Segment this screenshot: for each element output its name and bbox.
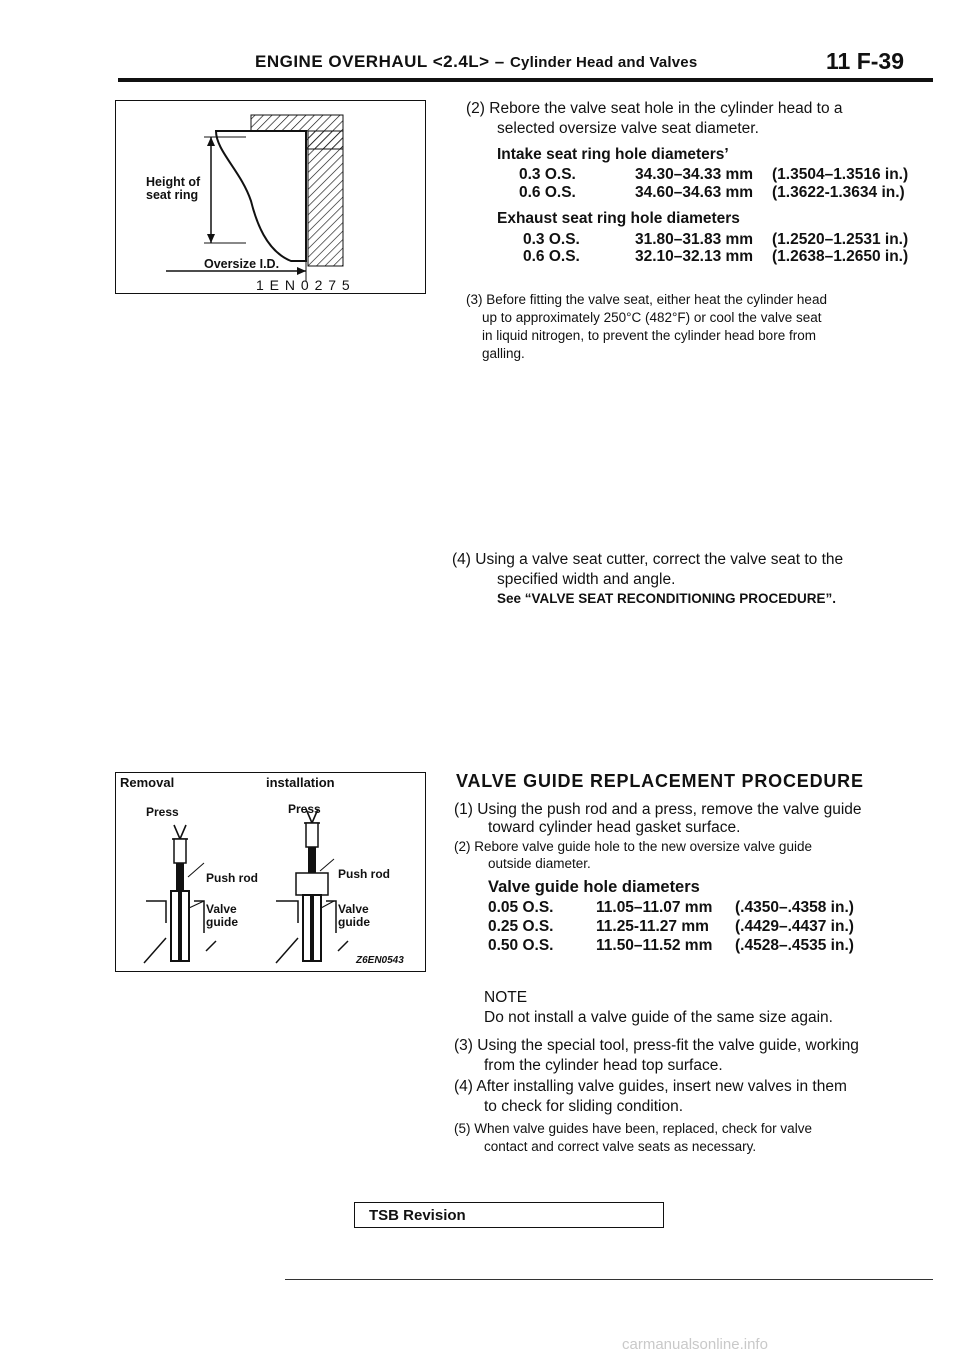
removal-pushrod-label: Push rod: [206, 871, 259, 885]
section-step3-line2: from the cylinder head top surface.: [484, 1057, 723, 1074]
exhaust-mm-2: 32.10–32.13 mm: [635, 248, 754, 265]
step2-line2: selected oversize valve seat diameter.: [497, 120, 759, 137]
guide-inch-1: (.4350–.4358 in.): [735, 899, 854, 916]
removal-label: Removal: [120, 775, 175, 790]
guide-inch-3: (.4528–.4535 in.): [735, 937, 854, 954]
intake-inch-2: (1.3622-1.3634 in.): [772, 184, 905, 201]
step3-line2: up to approximately 250°C (482°F) or cool the valve seat: [482, 310, 822, 325]
section-step4-line2: to check for sliding condition.: [484, 1098, 684, 1115]
tsb-revision-box: TSB Revision: [354, 1202, 664, 1228]
section-step5-line2: contact and correct valve seats as necessary.: [484, 1139, 757, 1154]
valve-seat-figure: [115, 100, 426, 294]
exhaust-mm-1: 31.80–31.83 mm: [635, 231, 754, 248]
installation-press-drawing: [276, 809, 348, 963]
intake-size-1: 0.3 O.S.: [519, 166, 576, 183]
installation-pushrod-label: Push rod: [338, 867, 391, 881]
section-title: VALVE GUIDE REPLACEMENT PROCEDURE: [456, 771, 864, 791]
section-step1-line1: (1) Using the push rod and a press, remove the valve guide: [454, 801, 862, 818]
intake-heading: Intake seat ring hole diameters’: [497, 146, 729, 163]
note-label: NOTE: [484, 989, 528, 1006]
guide-size-2: 0.25 O.S.: [488, 918, 554, 935]
step3-line3: in liquid nitrogen, to prevent the cylinder head bore from: [482, 328, 816, 343]
page-header: [255, 52, 697, 72]
intake-mm-1: 34.30–34.33 mm: [635, 166, 754, 183]
footer-rule: [285, 1279, 933, 1280]
step2-line1: (2) Rebore the valve seat hole in the cylinder head to a: [466, 100, 843, 117]
figure-code: 1 E N 0 2 7 5: [256, 277, 351, 293]
intake-inch-1: (1.3504–1.3516 in.): [772, 166, 909, 183]
installation-valve-guide-label: Valve guide: [338, 902, 370, 929]
step4-line3: See “VALVE SEAT RECONDITIONING PROCEDURE”.: [497, 591, 837, 606]
note-text: Do not install a valve guide of the same size again.: [484, 1009, 833, 1026]
page-number: 11 F-39: [826, 48, 904, 74]
step3-line1: (3) Before fitting the valve seat, either heat the cylinder head: [466, 292, 827, 307]
exhaust-heading: Exhaust seat ring hole diameters: [497, 210, 740, 227]
guide-size-3: 0.50 O.S.: [488, 937, 554, 954]
step3-line4: galling.: [482, 346, 525, 361]
height-of-seat-ring-label: Height of seat ring: [146, 175, 201, 202]
installation-label: installation: [266, 775, 335, 790]
intake-mm-2: 34.60–34.63 mm: [635, 184, 754, 201]
section-step2-line1: (2) Rebore valve guide hole to the new oversize valve guide: [454, 839, 812, 854]
step4-line2: specified width and angle.: [497, 571, 676, 588]
exhaust-inch-2: (1.2638–1.2650 in.): [772, 248, 909, 265]
section-step2-line2: outside diameter.: [488, 856, 591, 871]
section-step1-line2: toward cylinder head gasket surface.: [488, 819, 741, 836]
section-step4-line1: (4) After installing valve guides, insert new valves in them: [454, 1078, 847, 1095]
guide-mm-2: 11.25-11.27 mm: [596, 918, 709, 935]
removal-press-drawing: [144, 825, 216, 963]
guide-mm-1: 11.05–11.07 mm: [596, 899, 713, 916]
guide-mm-3: 11.50–11.52 mm: [596, 937, 713, 954]
guide-size-1: 0.05 O.S.: [488, 899, 554, 916]
header-subtitle: Cylinder Head and Valves: [510, 54, 698, 71]
header-title: ENGINE OVERHAUL <2.4L> –: [255, 52, 505, 71]
header-rule: [118, 78, 933, 82]
intake-size-2: 0.6 O.S.: [519, 184, 576, 201]
oversize-id-label: Oversize I.D.: [204, 257, 280, 271]
section-step5-line1: (5) When valve guides have been, replaced, check for valve: [454, 1121, 812, 1136]
valve-guide-spec-heading: Valve guide hole diameters: [488, 878, 700, 896]
removal-press-label: Press: [146, 805, 179, 819]
watermark: carmanualsonline.info: [622, 1336, 768, 1353]
removal-valve-guide-label: Valve guide: [206, 902, 238, 929]
valve-guide-figure: [115, 772, 426, 972]
installation-press-label: Press: [288, 802, 321, 816]
step4-line1: (4) Using a valve seat cutter, correct the valve seat to the: [452, 551, 844, 568]
section-step3-line1: (3) Using the special tool, press-fit the valve guide, working: [454, 1037, 859, 1054]
guide-inch-2: (.4429–.4437 in.): [735, 918, 854, 935]
exhaust-size-1: 0.3 O.S.: [523, 231, 580, 248]
figure2-code: Z6EN0543: [356, 955, 404, 966]
exhaust-inch-1: (1.2520–1.2531 in.): [772, 231, 909, 248]
exhaust-size-2: 0.6 O.S.: [523, 248, 580, 265]
